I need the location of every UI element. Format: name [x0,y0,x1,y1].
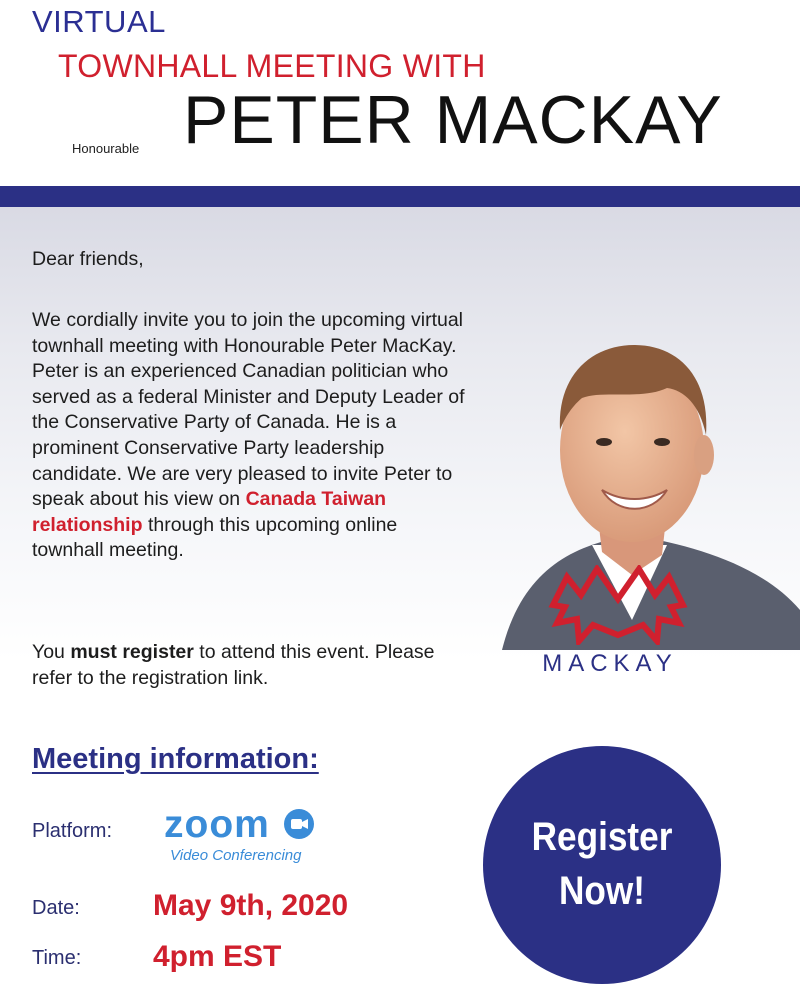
zoom-logo [164,805,334,867]
letter-intro: We cordially invite you to join the upcoming virtual townhall meeting with Honourable Peter MacKay. Peter is an experienced Canadian politician who served as a federal Minister and Deputy Leader of the Conservative Party of Canada. He is a prominent Conservative Party leadership candidate. We are very pleased to invite Peter to speak about his view on [32,309,465,511]
register-now-label [497,810,706,918]
letter-highlight: Canada Taiwan relationship [32,488,387,536]
letter-greeting: Dear friends, [32,248,144,270]
register-note-a: You [32,641,71,663]
title-honourable: Honourable [72,141,140,156]
register-note [32,640,452,691]
platform-label: Platform: [32,820,113,842]
register-note-bold: must register [70,641,194,663]
title-virtual: VIRTUAL [32,4,166,39]
zoom-wordmark: zoom [164,803,270,846]
date-value: May 9th, 2020 [153,889,349,922]
time-value: 4pm EST [153,940,282,973]
zoom-subtitle: Video Conferencing [170,847,302,864]
register-line-2: Now! [558,869,646,913]
header [0,0,800,184]
mackay-wordmark: MACKAY [542,650,678,677]
header-divider-bar [0,186,800,207]
date-label: Date: [32,897,80,919]
speaker-name: PETER MACKAY [183,82,723,158]
zoom-camera-icon [284,809,314,839]
register-line-1: Register [531,815,673,859]
letter-paragraph [32,308,472,564]
mackay-logo-icon [547,565,689,645]
register-note-b: to attend this event. Please refer to the registration link. [32,641,435,689]
title-townhall: TOWNHALL MEETING WITH [58,48,486,84]
meeting-info-heading: Meeting information: [32,743,319,775]
register-now-button[interactable] [483,746,721,984]
time-label: Time: [32,947,82,969]
letter-outro: through this upcoming online townhall meeting. [32,513,398,562]
